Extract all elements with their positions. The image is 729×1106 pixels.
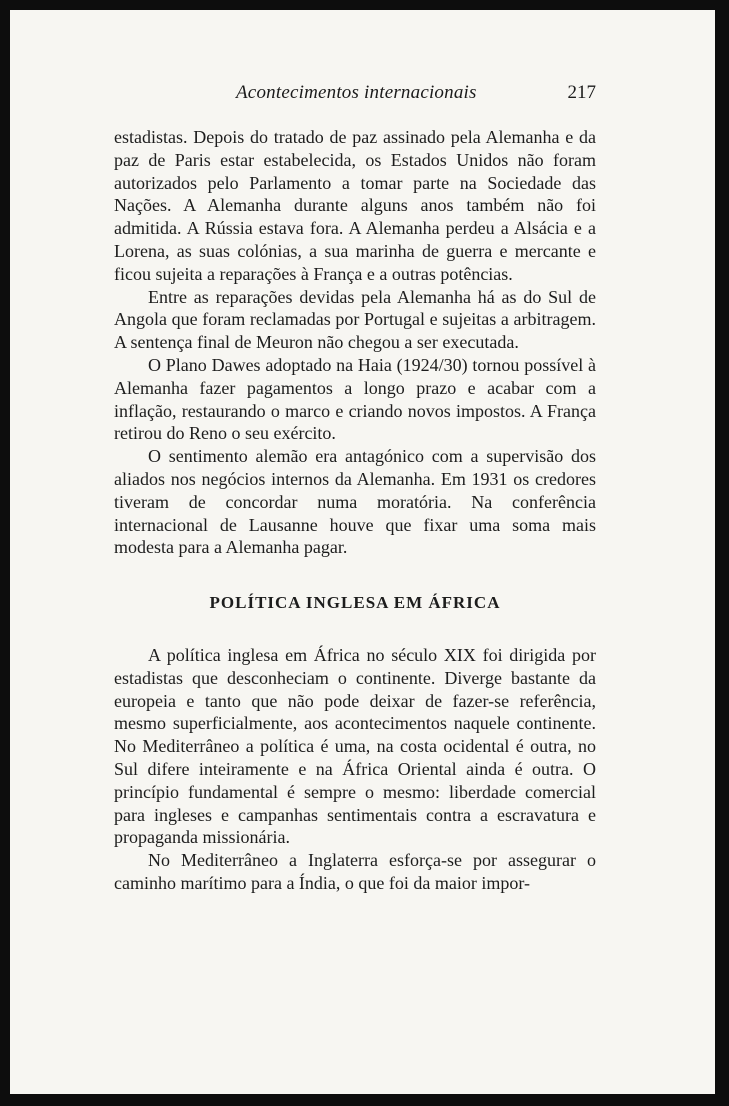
- section-heading: POLÍTICA INGLESA EM ÁFRICA: [209, 593, 501, 613]
- page-header: [236, 82, 596, 110]
- paragraph: Entre as reparações devidas pela Alemanha há as do Sul de Angola que foram reclamadas por Portugal e sujeitas a arbitragem. A sentença final de Meuron não chegou a ser executada.: [114, 286, 596, 353]
- body-text: [114, 126, 596, 895]
- page-number: 217: [567, 82, 596, 103]
- running-title: Acontecimentos internacionais: [236, 82, 477, 103]
- paragraph: estadistas. Depois do tratado de paz assinado pela Alemanha e da paz de Paris estar estabelecida, os Estados Unidos não foram autorizados pelo Parlamento a tomar parte na Sociedade das Nações. A Alemanha durante alguns anos também não foi admitida. A Rússia estava fora. A Alemanha perdeu a Alsácia e a Lorena, as suas colónias, a sua marinha de guerra e mercante e ficou sujeita a reparações à França e a outras potências.: [114, 127, 596, 284]
- paragraph: A política inglesa em África no século XIX foi dirigida por estadistas que desconheciam o continente. Diverge bastante da europeia e tanto que não pode deixar de fazer-se referência, mesmo superficialmente, aos acontecimentos naquele continente. No Mediterrâneo a política é uma, na costa ocidental é outra, no Sul difere inteiramente e na África Oriental ainda é outra. O princípio fundamental é sempre o mesmo: liberdade comercial para ingleses e campanhas sentimentais contra a escravatura e propaganda missionária.: [114, 644, 596, 848]
- paragraph: No Mediterrâneo a Inglaterra esforça-se por assegurar o caminho marítimo para a Índia, o que foi da maior impor-: [114, 850, 596, 893]
- book-page: [10, 10, 715, 1094]
- paragraph: O sentimento alemão era antagónico com a supervisão dos aliados nos negócios internos da Alemanha. Em 1931 os credores tiveram de concordar numa moratória. Na conferência internacional de Lausanne houve que fixar uma soma mais modesta para a Alemanha pagar.: [114, 446, 596, 558]
- paragraph: O Plano Dawes adoptado na Haia (1924/30) tornou possível à Alemanha fazer pagamentos a longo prazo e acabar com a inflação, restaurando o marco e criando novos impostos. A França retirou do Reno o seu exército.: [114, 354, 596, 444]
